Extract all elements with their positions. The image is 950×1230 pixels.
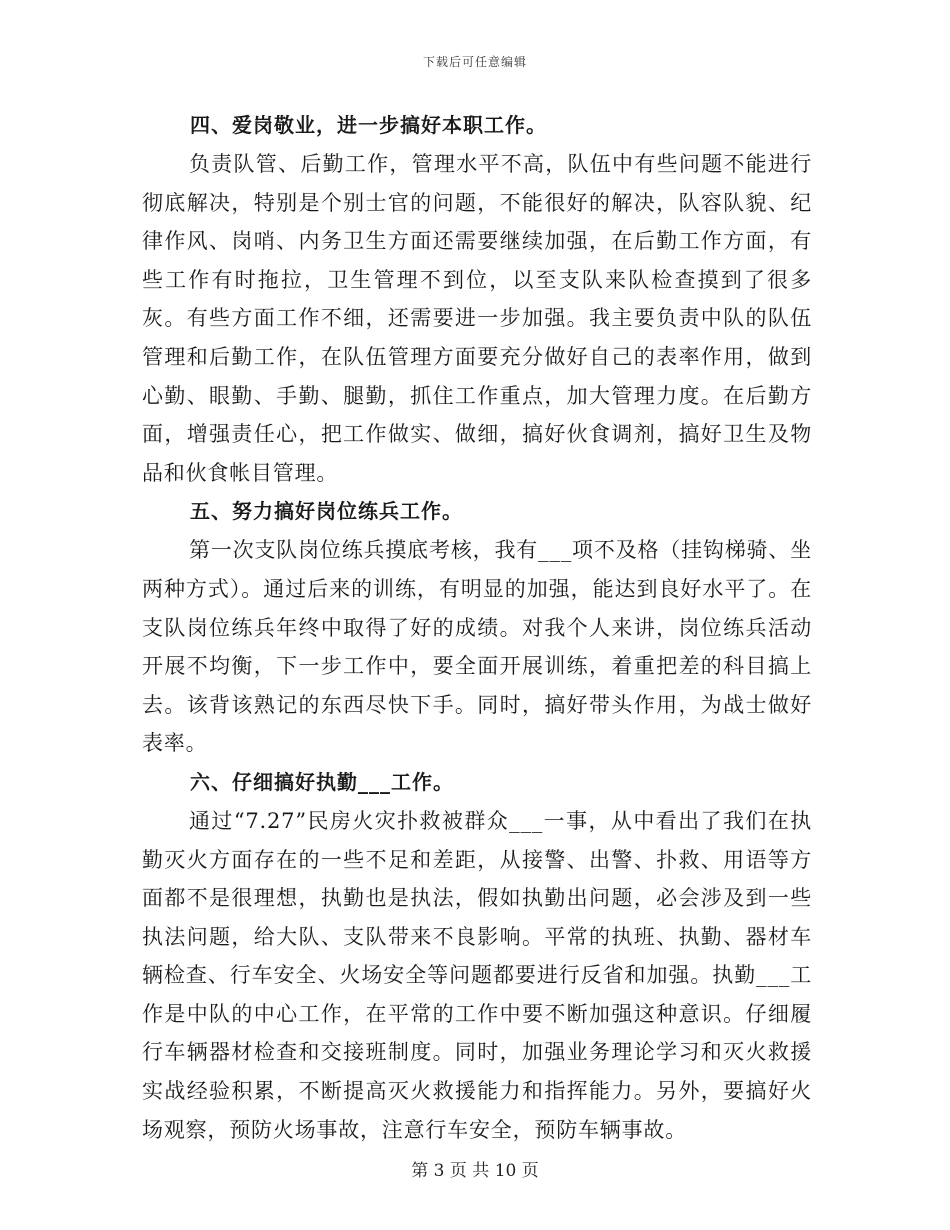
page-header: 下载后可任意编辑 bbox=[422, 55, 527, 69]
section-heading-6: 六、仔细搞好执勤___工作。 bbox=[190, 769, 454, 794]
page-number: 第 3 页 共 10 页 bbox=[411, 1161, 539, 1181]
document-body bbox=[142, 106, 812, 1149]
section-heading-5: 五、努力搞好岗位练兵工作。 bbox=[190, 499, 463, 524]
section-paragraph-5: 第一次支队岗位练兵摸底考核，我有___项不及格（挂钩梯骑、坐两种方式）。通过后来的训练，有明显的加强，能达到良好水平了。在支队岗位练兵年终中取得了好的成绩。对我个人来讲，岗位练兵活动开展不均衡，下一步工作中，要全面开展训练，着重把差的科目搞上去。该背该熟记的东西尽快下手。同时，搞好带头作用，为战士做好表率。 bbox=[142, 538, 812, 756]
section-paragraph-4: 负责队管、后勤工作，管理水平不高，队伍中有些问题不能进行彻底解决，特别是个别士官的问题，不能很好的解决，队容队貌、纪律作风、岗哨、内务卫生方面还需要继续加强，在后勤工作方面，有些工作有时拖拉，卫生管理不到位，以至支队来队检查摸到了很多灰。有些方面工作不细，还需要进一步加强。我主要负责中队的队伍管理和后勤工作，在队伍管理方面要充分做好自己的表率作用，做到心勤、眼勤、手勤、腿勤，抓住工作重点，加大管理力度。在后勤方面，增强责任心，把工作做实、做细，搞好伙食调剂，搞好卫生及物品和伙食帐目管理。 bbox=[142, 152, 812, 485]
section-paragraph-6: 通过“7.27”民房火灾扑救被群众___一事，从中看出了我们在执勤灭火方面存在的一些不足和差距，从接警、出警、扑救、用语等方面都不是很理想，执勤也是执法，假如执勤出问题，必会涉及到一些执法问题，给大队、支队带来不良影响。平常的执班、执勤、器材车辆检查、行车安全、火场安全等问题都要进行反省和加强。执勤___工作是中队的中心工作，在平常的工作中要不断加强这种意识。仔细履行车辆器材检查和交接班制度。同时，加强业务理论学习和灭火救援实战经验积累，不断提高灭火救援能力和指挥能力。另外，要搞好火场观察，预防火场事故，注意行车安全，预防车辆事故。 bbox=[142, 808, 812, 1142]
section-heading-4: 四、爱岗敬业，进一步搞好本职工作。 bbox=[190, 113, 547, 137]
